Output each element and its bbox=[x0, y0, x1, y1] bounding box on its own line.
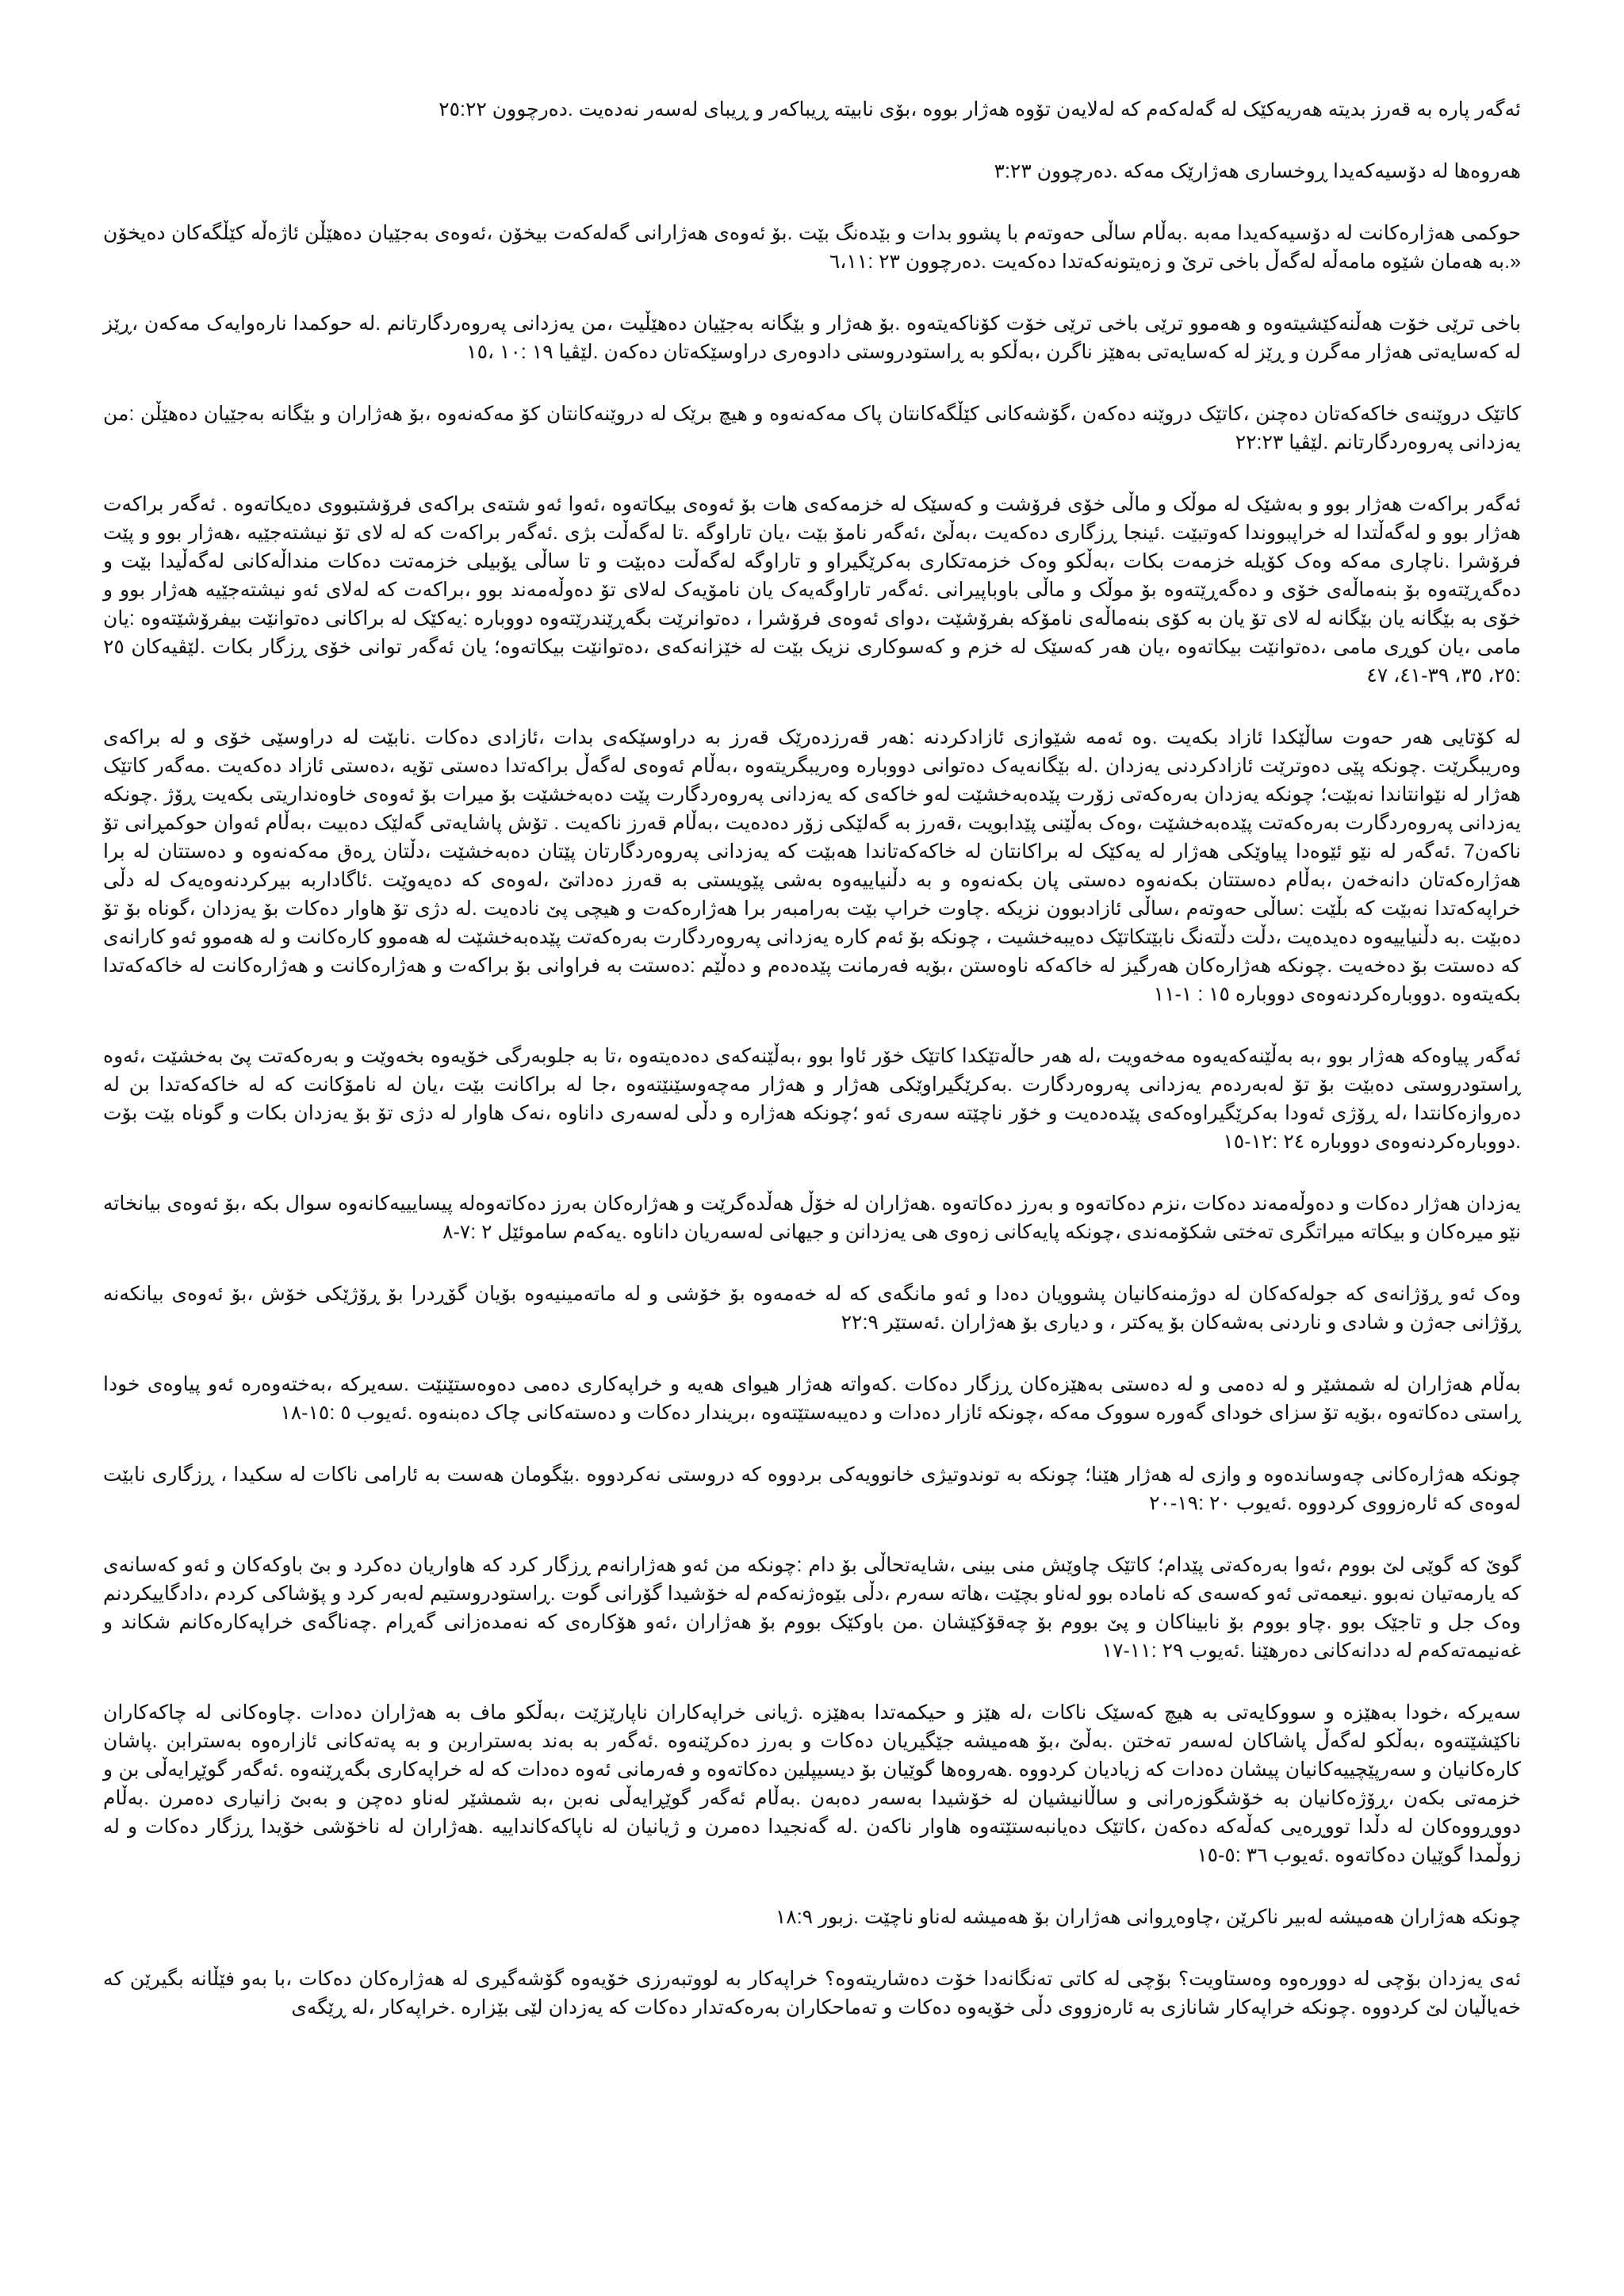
paragraph: یەزدان هەژار دەکات و دەوڵەمەند دەکات ،نزم دەکاتەوە و بەرز دەکاتەوە .هەژاران لە خۆڵ هەڵدەگرێت و هەژارەکان بەرز دەکاتەوەلە پیسایییەکانەوە سوال بکە ،بۆ ئەوەی بیانخاتە نێو میرەکان و بیکاتە میراتگری تەختی شکۆمەندی ،چونکە پایەکانی زەوی هی یەزدانن و جیهانی لەسەریان داناوە .یەکەم ساموئێل ٢ :٧-٨ bbox=[103, 1192, 1521, 1243]
paragraph: چونکە هەژاران هەمیشە لەبیر ناکرێن ،چاوەڕوانی هەژاران بۆ هەمیشە لەناو ناچێت .زبور ١٨:٩ bbox=[775, 1906, 1521, 1928]
paragraph: ئەگەر پارە بە قەرز بدیتە هەریەکێک لە گەلەکەم کە لەلایەن تۆوە هەژار بووە ،بۆی نابیتە ڕیباکەر و ڕیبای لەسەر نەدەیت .دەرچوون ٢٥:٢٢ bbox=[439, 98, 1521, 121]
paragraph: ئەگەر براکەت هەژار بوو و بەشێک لە موڵک و ماڵی خۆی فرۆشت و کەسێک لە خزمەکەی هات بۆ ئەوەی بیکاتەوە ،ئەوا ئەو شتەی براکەی فرۆشتبووی دەیکاتەوە . ئەگەر براکەت هەژار بوو و لەگەڵتدا لە خراپبووندا کەوتبێت .ئینجا ڕزگاری دەکەیت ،بەڵێ ،ئەگەر نامۆ بێت ،یان تاراوگە .تا لەگەڵت بژی .ئەگەر براکەت کە لە لای تۆ نیشتەجێیە ،هەژار بوو و پێت فرۆشرا .ناچاری مەکە وەک کۆیلە خزمەت بکات ،بەڵکو وەک خزمەتکاری بەکرێگیراو و تاراوگە لەگەڵت دەبێت و تا ساڵی یۆبیلی خزمەتت دەکات منداڵەکانی لەگەڵیدا بێت و دەگەڕێتەوە بۆ بنەماڵەی خۆی و دەگەڕێتەوە بۆ موڵک و ماڵی باوباپیرانی .ئەگەر تاراوگەیەک یان نامۆیەک لەلای تۆ دەوڵەمەند بوو ،براکەت کە لەلای ئەو نیشتەجێیە هەژار بوو و خۆی بە بێگانە یان بێگانە لە لای تۆ یان بە کۆی بنەماڵەی نامۆکە بفرۆشێت ،دوای ئەوەی فرۆشرا ، دەتوانرێت بگەڕێندرێتەوە دووبارە :یەکێک لە براکانی دەتوانێت بیفرۆشێتەوە :یان مامی ،یان کوڕی مامی ،دەتوانێت بیکاتەوە ،یان هەر کەسێک لە خزم و کەسوکاری نزیک بێت لە خێزانەکەی ،دەتوانێت بیکاتەوە؛ یان ئەگەر توانی خۆی ڕزگار بکات .لێڤیەکان ٢٥ :٢٥، ٣٥، ٣٩-٤١، ٤٧ bbox=[103, 493, 1521, 687]
paragraph: بەڵام هەژاران لە شمشێر و لە دەمی و لە دەستی بەهێزەکان ڕزگار دەکات .کەواتە هەژار هیوای هەیە و خراپەکاری دەمی دەوەستێنێت .سەیرکە ،بەختەوەرە ئەو پیاوەی خودا ڕاستی دەکاتەوە ،بۆیە تۆ سزای خودای گەورە سووک مەکە ،چونکە ئازار دەدات و دەیبەستێتەوە ،بریندار دەکات و دەستەکانی چاک دەبنەوە .ئەیوب ٥ :١٥-١٨ bbox=[103, 1373, 1521, 1424]
paragraph: هەروەها لە دۆسیەکەیدا ڕوخساری هەژارێک مەکە .دەرچوون ٣:٢٣ bbox=[994, 160, 1521, 182]
paragraph: وەک ئەو ڕۆژانەی کە جولەکەکان لە دوژمنەکانیان پشوویان دەدا و ئەو مانگەی کە لە خەمەوە بۆ خۆشی و لە ماتەمینیەوە بۆیان گۆڕدرا بۆ ڕۆژێکی خۆش ،بۆ ئەوەی بیانکەنە ڕۆژانی جەژن و شادی و ناردنی بەشەکان بۆ یەکتر ، و دیاری بۆ هەژاران .ئەستێر ٢٢:٩ bbox=[103, 1283, 1521, 1334]
paragraph: ئەگەر پیاوەکە هەژار بوو ،بە بەڵێنەکەیەوە مەخەویت ،لە هەر حاڵەتێکدا کاتێک خۆر ئاوا بوو ،بەڵێنەکەی دەدەیتەوە ،تا بە جلوبەرگی خۆیەوە بخەوێت و بەرەکەتت پێ بەخشێت ،ئەوە ڕاستودروستی دەبێت بۆ تۆ لەبەردەم یەزدانی پەروەردگارت .بەکرێگیراوێکی هەژار و هەژار مەچەوسێنێتەوە ،جا لە براکانت بێت ،یان لە نامۆکانت کە لە خاکەکەتدا بن لە دەروازەکانتدا ،لە ڕۆژی ئەودا بەکرێگیراوەکەی پێدەدەیت و خۆر ناچێتە سەری ئەو ؛چونکە هەژارە و دڵی لەسەری داناوە ،نەک هاوار لە دژی تۆ بۆ یەزدان بکات و گوناه بێت بۆت .دووبارەکردنەوەی دووبارە ٢٤ :١٢-١٥ bbox=[103, 1045, 1521, 1153]
paragraph: ئەی یەزدان بۆچی لە دوورەوە وەستاویت؟ بۆچی لە کاتی تەنگانەدا خۆت دەشاریتەوە؟ خراپەکار بە لووتبەرزی خۆیەوە گۆشەگیری لە هەژارەکان دەکات ،با بەو فێڵانە بگیرێن کە خەیاڵیان لێ کردووە .چونکە خراپەکار شانازی بە ئارەزووی دڵی خۆیەوە دەکات و تەماحکاران بەرەکەتدار دەکات کە یەزدان لێی بێزارە .خراپەکار ،لە ڕێگەی bbox=[103, 1968, 1521, 2019]
paragraph: باخی ترێی خۆت هەڵنەکێشیتەوە و هەموو ترێی باخی ترێی خۆت کۆناکەیتەوە .بۆ هەژار و بێگانە بەجێیان دەهێڵیت ،من یەزدانی پەروەردگارتانم .لە حوکمدا نارەوایەک مەکەن ،ڕێز لە کەسایەتی هەژار مەگرن و ڕێز لە کەسایەتی بەهێز ناگرن ،بەڵکو بە ڕاستودروستی دادوەری دراوسێکەتان دەکەن .لێڤیا ١٩ :١٠ ،١٥ bbox=[103, 312, 1521, 363]
paragraph: سەیرکە ،خودا بەهێزە و سووکایەتی بە هیچ کەسێک ناکات ،لە هێز و حیکمەتدا بەهێزە .ژیانی خراپەکاران ناپارێزێت ،بەڵکو ماف بە هەژاران دەدات .چاوەکانی لە چاکەکاران ناکێشێتەوە ،بەڵکو لەگەڵ پاشاکان لەسەر تەختن .بەڵێ ،بۆ هەمیشە جێگیریان دەکات و بەرز دەکرێنەوە .ئەگەر بە بەند بەستراربن و بە پەتەکانی ئازارەوە بەسترابن .پاشان کارەکانیان و سەرپێچییەکانیان پیشان دەدات کە زیادیان کردووە .هەروەها گوێیان بۆ دیسیپلین دەکاتەوە و فەرمانی ئەوە دەدات کە لە خراپەکاری بگەڕێنەوە .ئەگەر گوێڕایەڵی بن و خزمەتی بکەن ،ڕۆژەکانیان بە خۆشگوزەرانی و ساڵانیشیان لە خۆشیدا بەسەر دەبەن .بەڵام ئەگەر گوێڕایەڵی نەبن ،بە شمشێر لەناو دەچن و بەبێ زانیاری دەمرن .بەڵام دووڕووەکان لە دڵدا تووڕەیی کەڵەکە دەکەن ،کاتێک دەیانبەستێتەوە هاوار ناکەن .لە گەنجیدا دەمرن و ژیانیان لە ناپاکەکانداییە .هەژاران لە ناخۆشی خۆیدا ڕزگار دەکات و لە زوڵمدا گوێیان دەکاتەوە .ئەیوب ٣٦ :٥-١٥ bbox=[103, 1701, 1521, 1866]
paragraph: گوێ کە گوێی لێ بووم ،ئەوا بەرەکەتی پێدام؛ کاتێک چاوێش منی بینی ،شایەتحاڵی بۆ دام :چونکە من ئەو هەژارانەم ڕزگار کرد کە هاواریان دەکرد و بێ باوکەکان و ئەو کەسانەی کە یارمەتیان نەبوو .نیعمەتی ئەو کەسەی کە نامادە بوو لەناو بچێت ،هاتە سەرم ،دڵی بێوەژنەکەم لە خۆشیدا گۆرانی گوت .ڕاستودروستیم لەبەر کرد و پۆشاکی کردم ،دادگاییکردنم وەک جل و تاجێک بوو .چاو بووم بۆ نابیناکان و پێ بووم بۆ چەقۆکێشان .من باوکێک بووم بۆ هەژاران ،ئەو هۆکارەی کە نەمدەزانی گەڕام .چەناگەی خراپەکارەکانم شکاند و غەنیمەتەکەم لە ددانەکانی دەرهێنا .ئەیوب ٢٩ :١١-١٧ bbox=[103, 1554, 1521, 1662]
paragraph: کاتێک دروێنەی خاکەکەتان دەچنن ،کاتێک دروێنە دەکەن ،گۆشەکانی کێڵگەکانتان پاک مەکەنەوە و هیچ برێک لە دروێنەکانتان کۆ مەکەنەوە ،بۆ هەژاران و بێگانە بەجێیان دەهێڵن :من یەزدانی پەروەردگارتانم .لێڤیا ٢٢:٢٣ bbox=[103, 403, 1521, 453]
paragraph: چونکە هەژارەکانی چەوساندەوە و وازی لە هەژار هێنا؛ چونکە بە توندوتیژی خانوویەکی بردووە کە دروستی نەکردووە .بێگومان هەست بە ئارامی ناکات لە سکیدا ، ڕزگاری نابێت لەوەی کە ئارەزووی کردووە .ئەیوب ٢٠ :١٩-٢٠ bbox=[103, 1464, 1521, 1514]
paragraph: حوکمی هەژارەکانت لە دۆسیەکەیدا مەبە .بەڵام ساڵی حەوتەم با پشوو بدات و بێدەنگ بێت .بۆ ئەوەی هەژارانی گەلەکەت بیخۆن ،ئەوەی بەجێیان دەهێڵن ئاژەڵە کێڵگەکان دەیخۆن «.بە هەمان شێوە مامەڵە لەگەڵ باخی ترێ و زەیتونەکەتدا دەکەیت .دەرچوون ٢٣ :٦،١١ bbox=[103, 222, 1521, 273]
paragraph: لە کۆتایی هەر حەوت ساڵێکدا ئازاد بکەیت .وە ئەمە شێوازی ئازادکردنە :هەر قەرزدەرێک قەرز بە دراوسێکەی بدات ،ئازادی دەکات .نابێت لە دراوسێی خۆی و لە براکەی وەریبگرێت .چونکە پێی دەوترێت ئازادکردنی یەزدان .لە بێگانەیەک دەتوانی دووبارە وەریبگریتەوە ،بەڵام ئەوەی لەگەڵ براکەتدا دەستی تۆیە ،دەستی ئازاد دەکەیت .مەگەر کاتێک هەژار لە نێوانتاندا نەبێت؛ چونکە یەزدان بەرەکەتی زۆرت پێدەبەخشێت لەو خاکەی کە یەزدانی پەروەردگارت پێت دەبەخشێت بۆ میرات بۆ ئەوەی خاوەنداریتی بکەیت ڕۆژ .چونکە یەزدانی پەروەردگارت بەرەکەتت پێدەبەخشێت ،وەک بەڵێنی پێدابویت ،قەرز بە گەلێکی زۆر دەدەیت ،بەڵام قەرز ناکەیت . تۆش پاشایەتی گەلێک دەبیت ،بەڵام ئەوان حوکمڕانی تۆ ناکەن7 .ئەگەر لە نێو ئێوەدا پیاوێکی هەژار لە یەکێک لە براکانتان لە خاکەکەتاندا هەبێت کە یەزدانی پەروەردگارتان پێتان دەبەخشێت ،دڵتان ڕەق مەکەنەوە و دەستتان لە برا هەژارەکەتان دانەخەن ،بەڵام دەستتان بکەنەوە دەستی پان بکەنەوە و بە دڵنیاییەوە بەشی پێویستی بە قەرز دەداتێ ،لەوەی کە دەیەوێت .ئاگاداربە بیرکردنەوەیەک لە دڵی خراپەکەتدا نەبێت کە بڵێت :ساڵی حەوتەم ،ساڵی ئازادبوون نزیکە .چاوت خراپ بێت بەرامبەر برا هەژارەکەت و هیچی پێ نادەیت .لە دژی تۆ هاوار دەکات بۆ یەزدان ،گوناه بۆ تۆ دەبێت .بە دڵنیاییەوە دەیدەیت ،دڵت دڵتەنگ نابێتکاتێک دەیبەخشیت ، چونکە بۆ ئەم کارە یەزدانی پەروەردگارت بەرەکەتت پێدەبەخشێت لە هەموو کارەکانت و لە هەموو ئەو کارانەی کە دەستت بۆ دەخەیت .چونکە هەژارەکان هەرگیز لە خاکەکە ناوەستن ،بۆیە فەرمانت پێدەدەم و دەڵێم :دەستت بە فراوانی بۆ براکەت و هەژارەکانت و هەژارەکانت لە خاکەکەتدا بکەیتەوە .دووبارەکردنەوەی دووبارە ١٥ : ١-١١ bbox=[103, 726, 1521, 1005]
